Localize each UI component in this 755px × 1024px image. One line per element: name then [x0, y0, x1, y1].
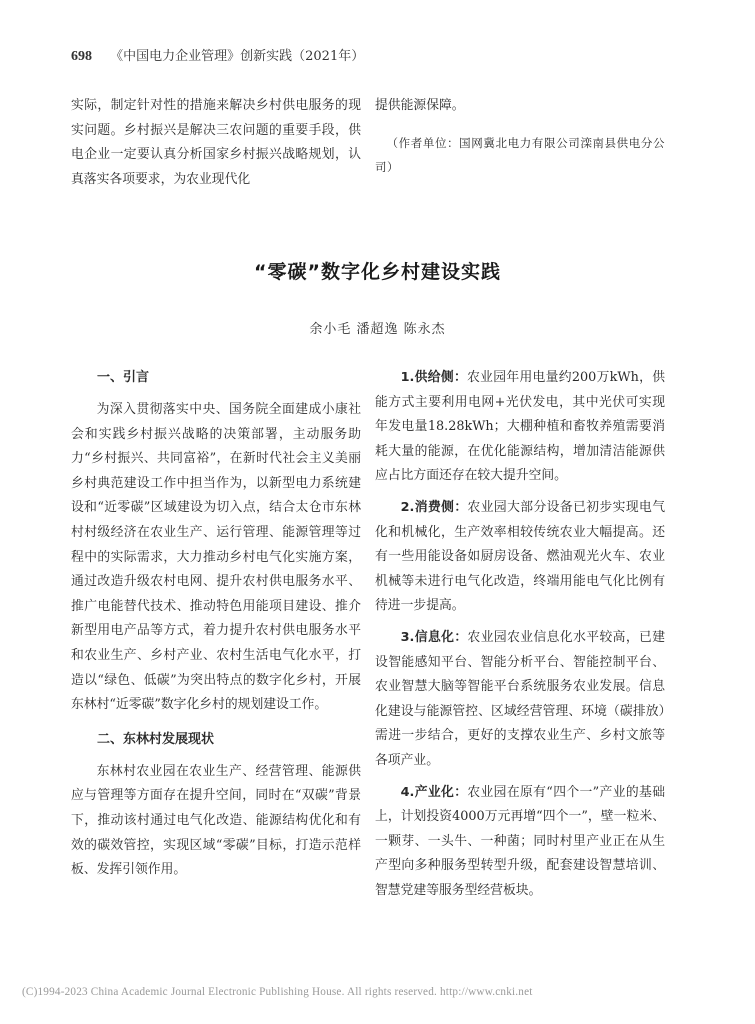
article-authors: 余小毛 潘超逸 陈永杰 [309, 322, 446, 337]
article-right-column [375, 366, 665, 910]
item-lead: 4.产业化： [400, 784, 468, 800]
item-lead: 1.供给侧： [400, 370, 468, 385]
item-text: 农业园大部分设备已初步实现电气化和机械化，生产效率相较传统农业大幅提高。还有一些用能设备如厨房设备、燃油观光火车、农业机械等未进行电气化改造，终端用能电气化比例有待进一步提高。 [375, 499, 666, 614]
introduction-paragraph: 为深入贯彻落实中央、国务院全面建成小康社会和实践乡村振兴战略的决策部署，主动服务助力“乡村振兴、共同富裕”，在新时代社会主义美丽乡村典范建设工作中担当作为，以新型电力系统建设和“近零碳”区域建设为切入点，结合太仓市东林村村级经济在农业生产、运行管理、能源管理等过程中的实际需求，大力推动乡村电气化实施方案，通过改造升级农村电网、提升农村供电服务水平、推广电能替代技术、推动特色用能项目建设、推介新型用电产品等方式，着力提升农村供电服务水平和农业生产、乡村产业、农村生活电气化水平，打造以“绿色、低碳”为突出特点的数字化乡村，开展东林村“近零碳”数字化乡村的规划建设工作。 [71, 402, 361, 713]
item-consumption-side [375, 496, 665, 619]
item-text: 农业园年用电量约200万kWh，供能方式主要利用电网+光伏发电，其中光伏可实现年发电量18.28kWh；大棚种植和畜牧养殖需要消耗大量的能源，在优化能源结构，增加清洁能源供应占比方面还存在较大提升空间。 [375, 370, 666, 484]
section-heading-status: 二、东林村发展现状 [97, 731, 215, 747]
prev-article-left-column [71, 94, 361, 192]
prev-article-right-column [375, 94, 665, 179]
article-left-column [71, 366, 361, 890]
journal-title: 《中国电力企业管理》创新实践（2021年） [110, 49, 365, 64]
article-title: “零碳”数字化乡村建设实践 [254, 261, 501, 283]
item-text: 农业园农业信息化水平较高，已建设智能感知平台、智能分析平台、智能控制平台、农业智慧大脑等智能平台系统服务农业发展。信息化建设与能源管控、区域经营管理、环境（碳排放）需进一步结合，更好的支撑农业生产、乡村文旅等各项产业。 [375, 629, 666, 768]
page-header [71, 45, 364, 65]
page-number: 698 [71, 49, 92, 64]
prev-article-text-end: 提供能源保障。 [375, 98, 465, 113]
copyright-footer: (C)1994-2023 China Academic Journal Electronic Publishing House. All rights reserved. http://www.cnki.net [22, 986, 533, 998]
status-paragraph: 东林村农业园在农业生产、经营管理、能源供应与管理等方面存在提升空间，同时在“双碳”背景下，推动该村通过电气化改造、能源结构优化和有效的碳效管控，实现区域“零碳”目标，打造示范样板、发挥引领作用。 [71, 763, 361, 878]
item-supply-side [375, 366, 665, 489]
item-informatization [375, 626, 665, 774]
prev-article-author-unit: （作者单位：国网冀北电力有限公司滦南县供电分公司） [375, 135, 665, 174]
prev-article-text: 实际，制定针对性的措施来解决乡村供电服务的现实问题。乡村振兴是解决三农问题的重要手段，供电企业一定要认真分析国家乡村振兴战略规划，认真落实各项要求，为农业现代化 [71, 98, 361, 187]
item-lead: 3.信息化： [400, 629, 468, 645]
section-heading-introduction: 一、引言 [97, 370, 150, 385]
item-industrialization [375, 781, 665, 904]
item-lead: 2.消费侧： [400, 499, 468, 515]
item-text: 农业园在原有“四个一”产业的基础上，计划投资4000万元再增“四个一”，壁一粒米、一颗芽、一头牛、一种菌；同时村里产业正在从生产型向多种服务型转型升级，配套建设智慧培训、智慧党建等服务型经营板块。 [375, 784, 666, 898]
